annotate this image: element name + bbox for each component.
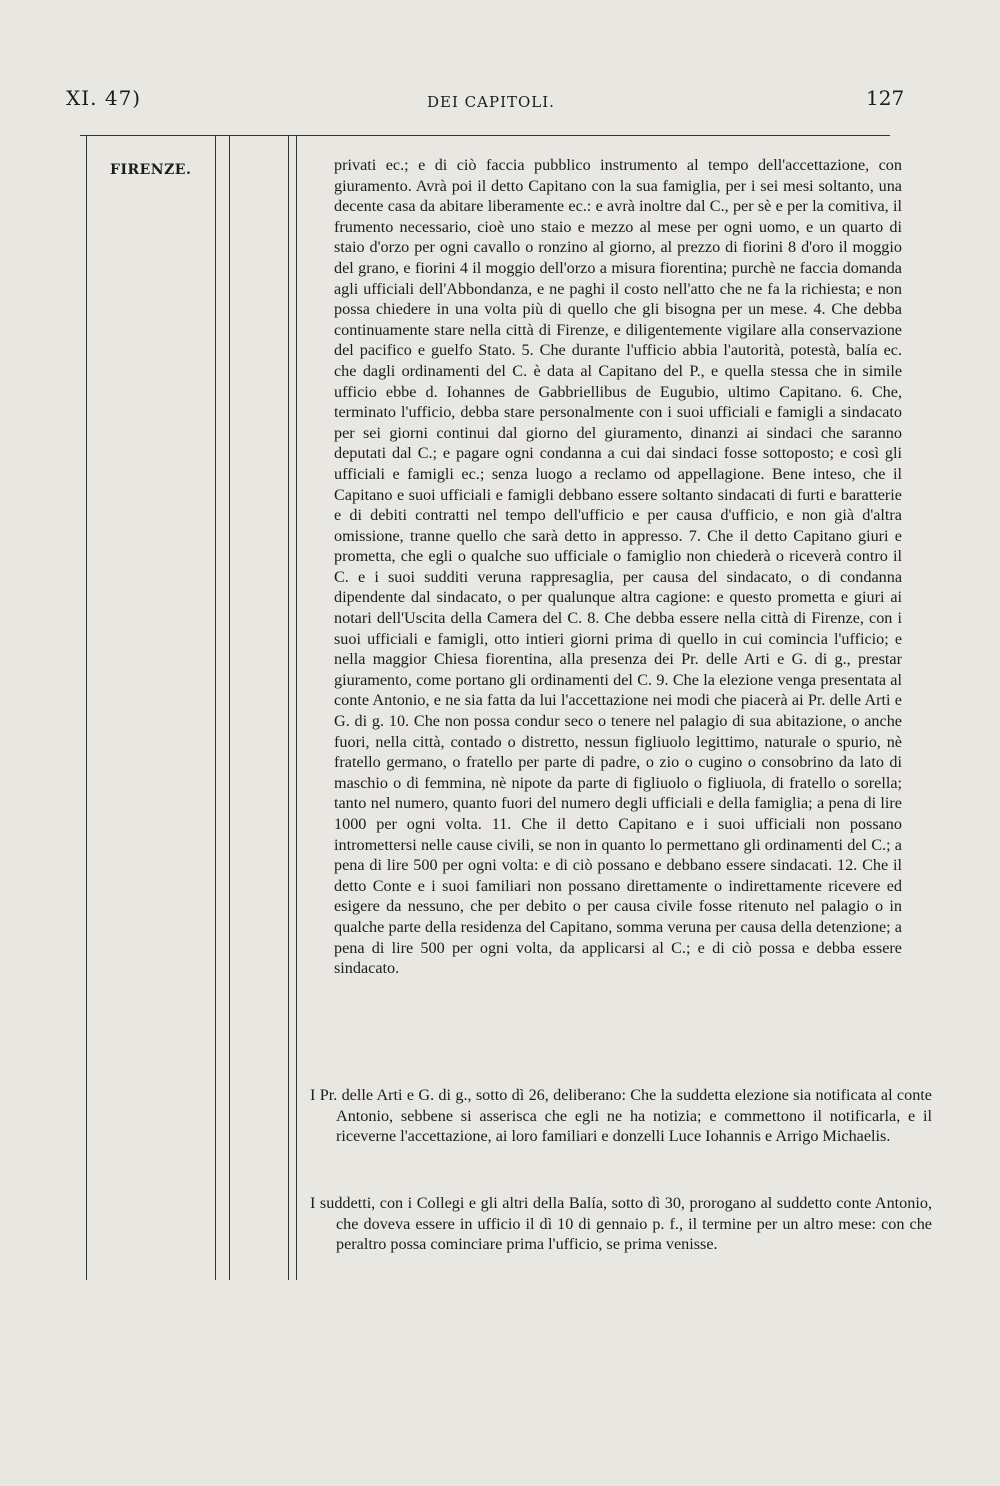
column-rule	[86, 135, 87, 1280]
place-heading: FIRENZE.	[110, 162, 192, 178]
column-rule	[215, 135, 216, 1280]
main-paragraph: privati ec.; e di ciò faccia pubblico instrumento al tempo dell'accettazione, con giuramento. Avrà poi il detto Capitano con la sua famiglia, per i sei mesi soltanto, una decente casa da abitare liberamente ec.: e avrà inoltre dal C., per sè e per la comitiva, il frumento necessario, cioè uno staio e mezzo al mese per ogni uomo, e un quarto di staio d'orzo per ogni cavallo o ronzino al giorno, al prezzo di fiorini 8 d'oro il moggio del grano, e fiorini 4 il moggio dell'orzo a misura fiorentina; purchè ne faccia domanda agli ufficiali dell'Abbondanza, e ne paghi il costo nell'atto che ne fa la richiesta; e non possa chiedere in una volta più di quello che gli bisogna per un mese. 4. Che debba continuamente stare nella città di Firenze, e diligentemente vigilare alla conservazione del pacifico e guelfo Stato. 5. Che durante l'ufficio abbia l'autorità, potestà, balía ec. che dagli ordinamenti del C. è data al Capitano del P., e quella stessa che in simile ufficio ebbe d. Iohannes de Gabbriellibus de Eugubio, ultimo Capitano. 6. Che, terminato l'ufficio, debba stare personalmente con i suoi ufficiali e famigli a sindacato per sei giorni continui dal giorno del giuramento, dinanzi ai sindaci che saranno deputati dal C.; e pagare ogni condanna a cui dai sindaci fosse sottoposto; e così gli ufficiali e famigli ec.; senza luogo a reclamo od appellagione. Bene inteso, che il Capitano e suoi ufficiali e famigli debbano essere soltanto sindacati di furti e baratterie e di debiti contratti nel tempo dell'ufficio e per causa d'ufficio, e non già d'altra omissione, tranne quello che sarà detto in appresso. 7. Che il detto Capitano giuri e prometta, che egli o qualche suo ufficiale o famiglio non chiederà o riceverà contro il C. e i suoi sudditi veruna rappresaglia, per causa del sindacato, o di condanna dipendente dal sindacato, o per qualunque altra cagione: e questo prometta e giuri ai notari dell'Uscita della Camera del C. 8. Che debba essere nella città di Firenze, con i suoi ufficiali e famigli, otto intieri giorni prima di quello in cui comincia l'ufficio; e nella maggior Chiesa fiorentina, alla presenza dei Pr. delle Arti e G. di g., prestar giuramento, come portano gli ordinamenti del C. 9. Che la elezione venga presentata al conte Antonio, e ne sia fatta da lui l'accettazione nei modi che piacerà ai Pr. delle Arti e G. di g. 10. Che non possa condur seco o tenere nel palagio di sua abitazione, o anche fuori, nella città, contado o distretto, nessun figliuolo legittimo, naturale o spurio, nè fratello germano, o fratello per parte di padre, o zio o cugino o consobrino da lato di maschio o di femmina, nè nipote da parte di figliuolo o figliuola, di fratello o sorella; tanto nel numero, quanto fuori del numero degli ufficiali e della famiglia; a pena di lire 1000 per ogni volta. 11. Che il detto Capitano e i suoi ufficiali non possano intromettersi nelle cause civili, se non in quanto lo permettano gli ordinamenti del C.; a pena di lire 500 per ogni volta: e di ciò possano e debbano essere sindacati. 12. Che il detto Conte e i suoi familiari non possano direttamente o indirettamente ricevere ed esigere da nessuno, che per debito o per causa civile fosse ritenuto nel palagio o in qualche parte della residenza del Capitano, somma veruna per causa della detenzione; a pena di lire 500 per ogni volta, da applicarsi al C.; e di ciò possa e debba essere sindacato.	[334, 156, 902, 978]
page-number: 127	[866, 86, 905, 110]
entry-text: I Pr. delle Arti e G. di g., sotto dì 26, deliberano: Che la suddetta elezione sia notificata al conte Antonio, sebbene si asserisca che egli ne ha notizia; e commettono il notificarla, e il riceverne l'accettazione, ai loro familiari e donzelli Luce Iohannis e Arrigo Michaelis.	[310, 1086, 932, 1146]
entry-text: I suddetti, con i Collegi e gli altri della Balía, sotto dì 30, prorogano al suddetto conte Antonio, che doveva essere in ufficio il dì 10 di gennaio p. f., il termine per un altro mese: con che peraltro possa cominciare prima l'ufficio, se prima venisse.	[310, 1194, 932, 1254]
column-rule	[296, 135, 297, 1280]
entry-prorogation-30	[310, 1193, 932, 1255]
column-rule	[288, 135, 289, 1280]
header-rule	[80, 135, 890, 136]
chapter-reference: XI. 47)	[66, 86, 142, 110]
column-rule	[229, 135, 230, 1280]
entry-deliberation-26	[310, 1085, 932, 1147]
main-text	[334, 155, 902, 979]
running-title: DEI CAPITOLI.	[427, 93, 555, 111]
